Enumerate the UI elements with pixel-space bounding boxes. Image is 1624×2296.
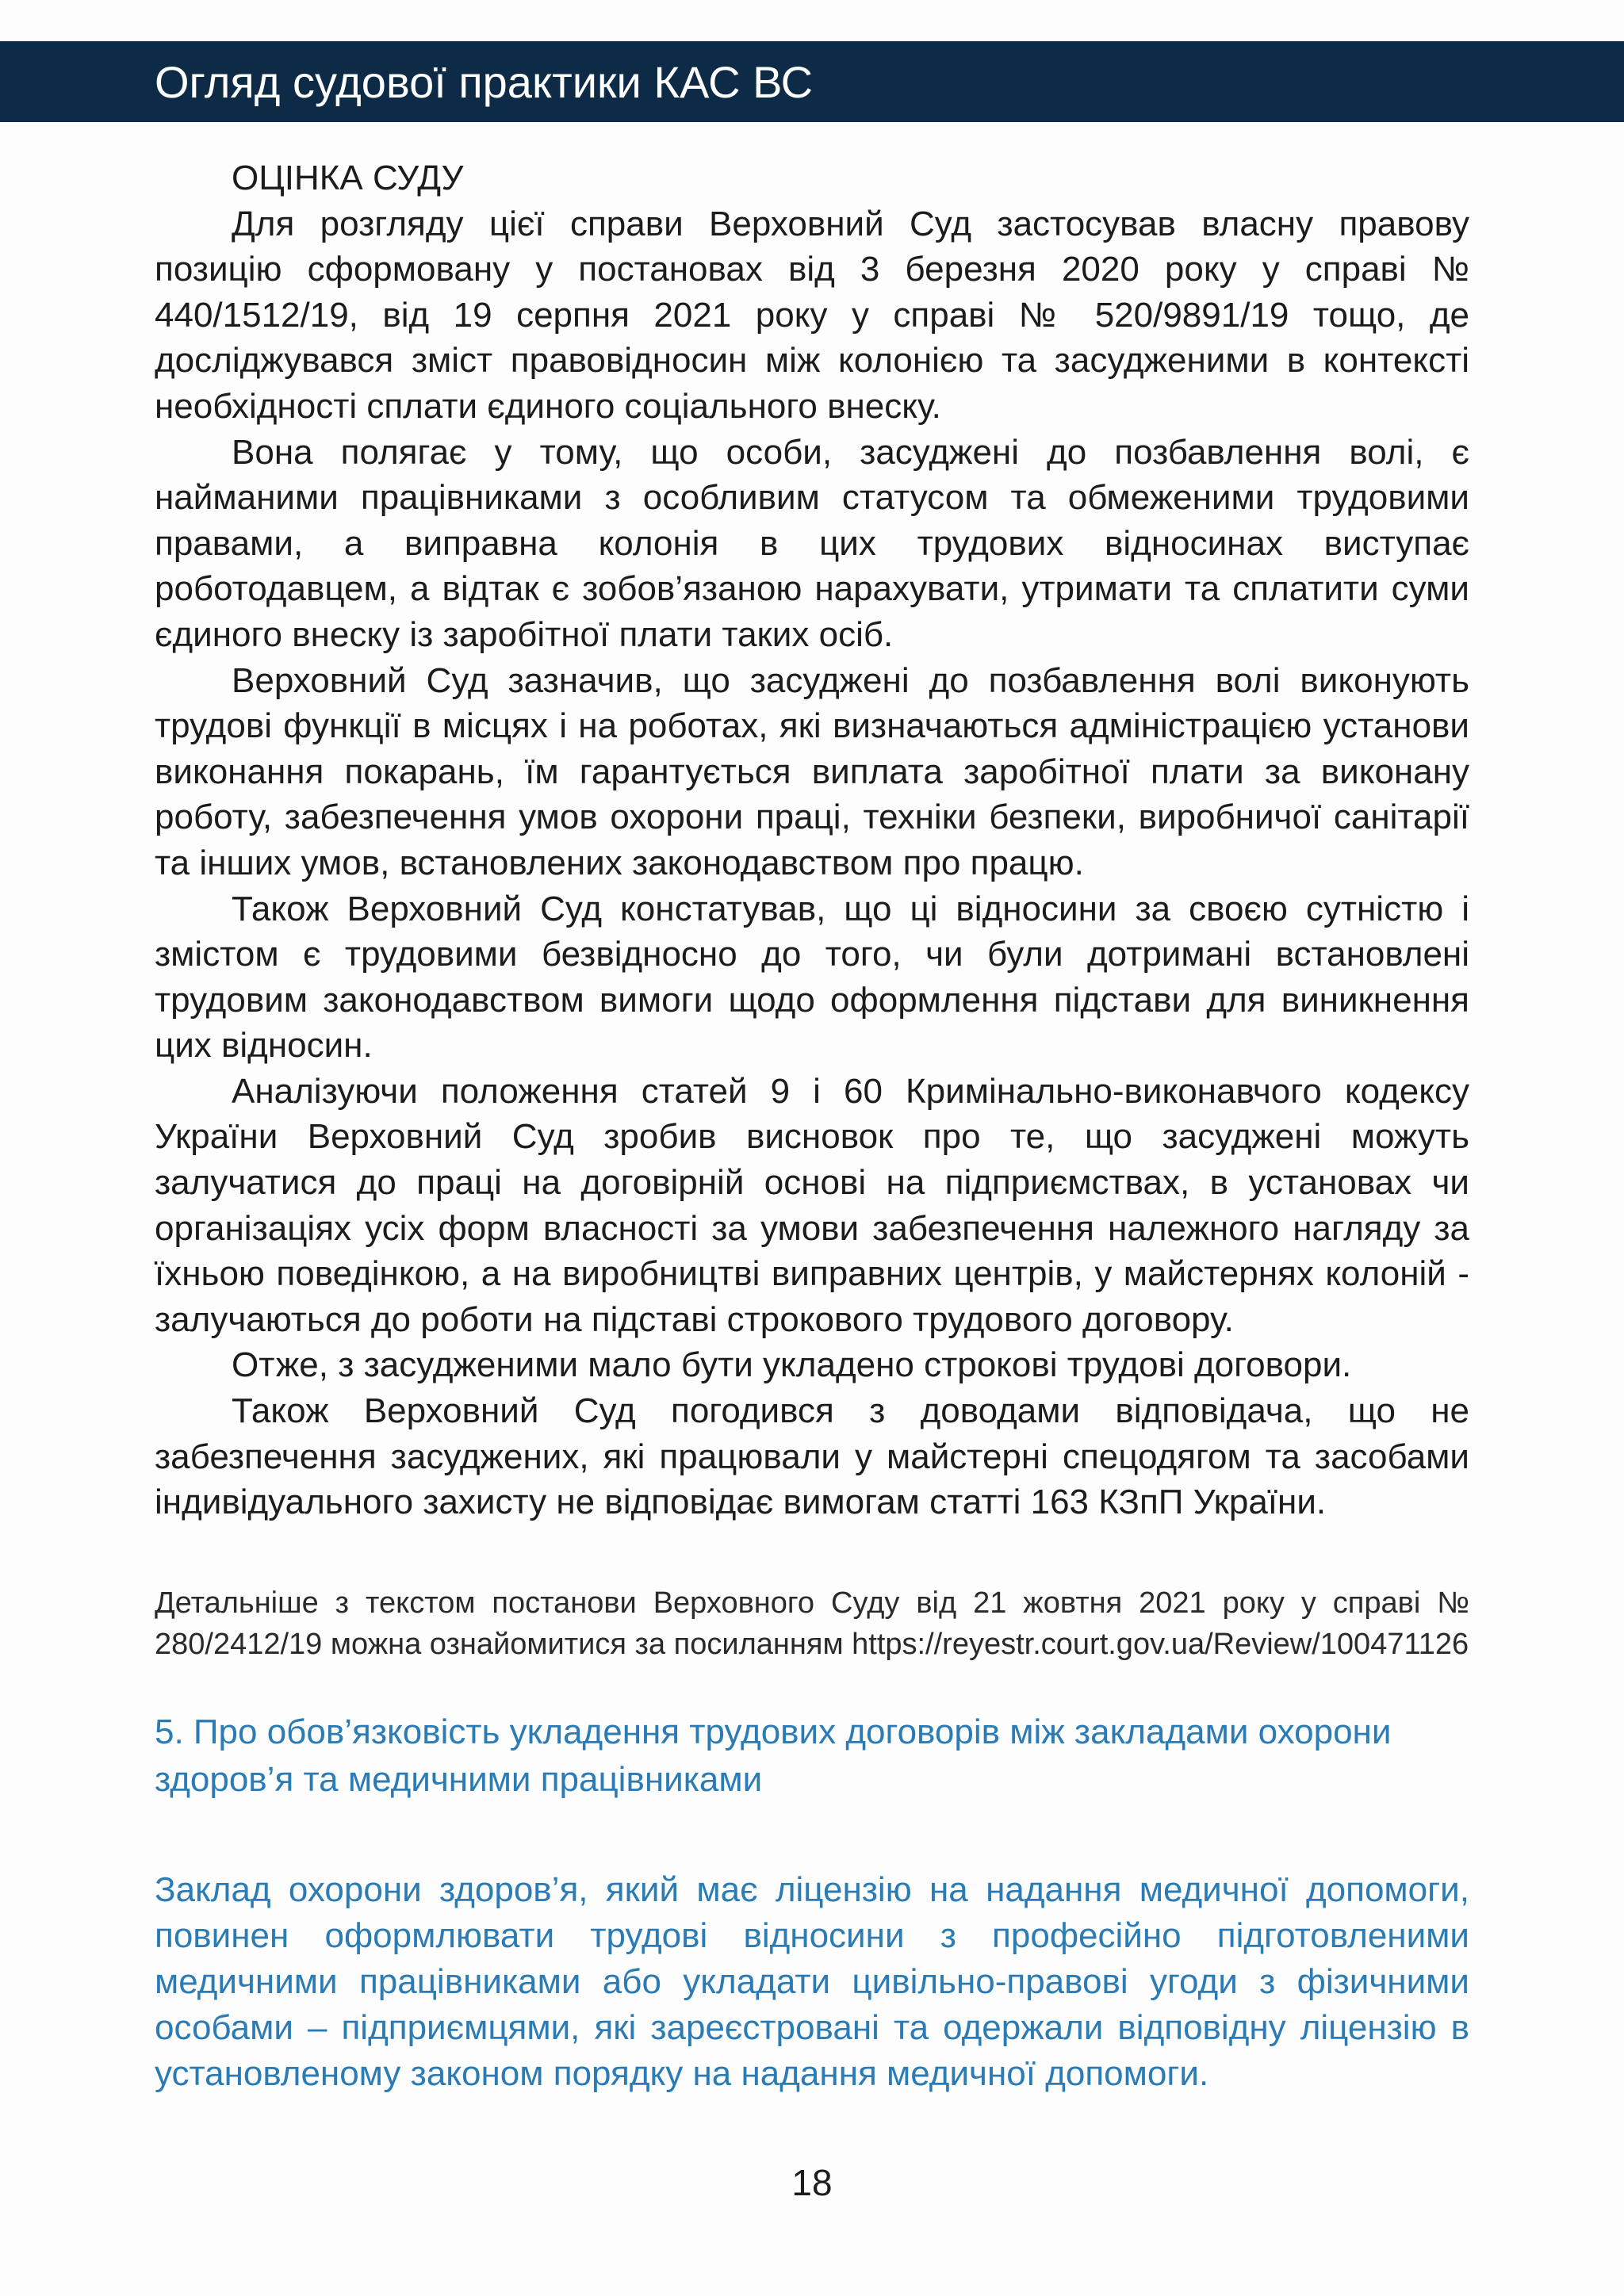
paragraph-labor-relations: Також Верховний Суд констатував, що ці відносини за своєю сутністю і змістом є трудовими безвідносно до того, чи були дотримані встановлені трудовим законодавством вимоги щодо оформлення підстави для виникнення цих відносин. (155, 889, 1469, 1066)
court-assessment-heading: ОЦІНКА СУДУ (232, 159, 464, 197)
paragraph-conclusion: Отже, з засудженими мало бути укладено строкові трудові договори. (232, 1345, 1352, 1385)
section-summary: Заклад охорони здоров’я, який має ліцензію на надання медичної допомоги, повинен оформлювати трудові відносини з професійно підготовленими медичними працівниками або укладати цивільно-правові угоди з фізичними особами – підприємцями, які зареєстровані та одержали відповідну ліцензію в установленому законом порядку на надання медичної допомоги. (155, 1869, 1469, 2093)
page-number: 18 (791, 2162, 833, 2203)
paragraph-legal-position: Для розгляду цієї справи Верховний Суд застосував власну правову позицію сформовану у постановах від 3 березня 2020 року у справі № 440/1512/19, від 19 серпня 2021 року у справі № 520/9891/19 тощо, де досліджувався зміст правовідносин між колонією та засудженими в контексті необхідності сплати єдиного соціального внеску. (155, 204, 1469, 426)
page-header-bar (0, 41, 1624, 122)
paragraph-code-analysis: Аналізуючи положення статей 9 і 60 Кримінально-виконавчого кодексу України Верховний Суд зробив висновок про те, що засуджені можуть залучатися до праці на договірній основі на підприємствах, в установах чи організаціях усіх форм власності за умови забезпечення належного нагляду за їхньою поведінкою, а на виробництві виправних центрів, у майстернях колоній - залучаються до роботи на підставі строкового трудового договору. (155, 1071, 1469, 1339)
paragraph-labor-functions: Верховний Суд зазначив, що засуджені до позбавлення волі виконують трудові функції в місцях і на роботах, які визначаються адміністрацією установи виконання покарань, їм гарантується виплата заробітної плати за виконану роботу, забезпечення умов охорони праці, техніки безпеки, виробничої санітарії та інших умов, встановлених законодавством про працю. (155, 660, 1469, 882)
paragraph-employment-status: Вона полягає у тому, що особи, засуджені до позбавлення волі, є найманими працівниками з особливим статусом та обмеженими трудовими правами, а виправна колонія в цих трудових відносинах виступає роботодавцем, а відтак є зобов’язаною нарахувати, утримати та сплатити суми єдиного внеску із заробітної плати таких осіб. (155, 432, 1469, 654)
section-title: 5. Про обов’язковість укладення трудових договорів між закладами охорони здоров’я та медичними працівниками (155, 1712, 1392, 1799)
detail-note-with-link: Детальніше з текстом постанови Верховного Суду від 21 жовтня 2021 року у справі № 280/2412/19 можна ознайомитися за посиланням https://reyestr.court.gov.ua/Review/100471126 (155, 1586, 1469, 1661)
document-title: Огляд судової практики КАС ВС (155, 57, 814, 107)
page-content (155, 155, 1469, 2097)
paragraph-protective-equipment: Також Верховний Суд погодився з доводами відповідача, що не забезпечення засуджених, які працювали у майстерні спецодягом та засобами індивідуального захисту не відповідає вимогам статті 163 КЗпП України. (155, 1391, 1469, 1522)
